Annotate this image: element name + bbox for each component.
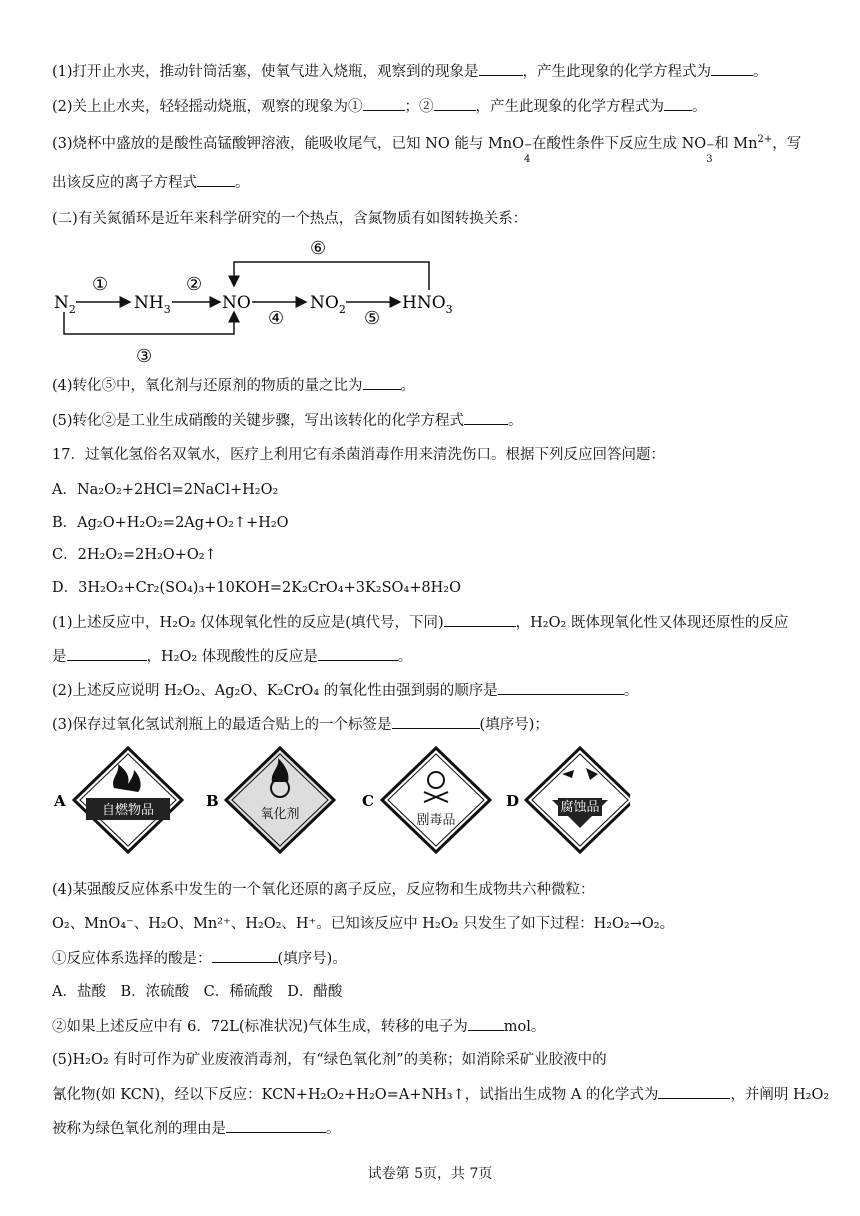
label-b-text: 氧化剂 <box>260 807 300 822</box>
text: (填序号)。 <box>277 951 347 967</box>
step-2-label: ② <box>186 274 203 295</box>
step-5-label: ⑤ <box>364 308 381 329</box>
label-d-text: 腐蚀品 <box>560 800 600 815</box>
hno3-node: $HNO_3$ <box>402 293 453 316</box>
text: ，H₂O₂ 既体现氧化性又体现还原性的反应 <box>515 615 789 631</box>
text: 。 <box>235 175 250 191</box>
q17-part5-line1: (5)H₂O₂ 有时可作为矿业废液消毒剂，有“绿色氧化剂”的美称；如消除采矿业胶液中的 <box>52 1052 607 1068</box>
no-node: NO <box>222 293 251 313</box>
label-c-text: 剧毒品 <box>416 813 456 828</box>
label-b-oxidizer <box>206 748 334 852</box>
answer-blank[interactable] <box>197 172 235 187</box>
step-3-label: ③ <box>136 346 153 367</box>
answer-blank[interactable] <box>212 948 278 963</box>
label-d-corrosive <box>506 748 630 852</box>
text: 。 <box>623 683 639 699</box>
text: (3)烧杯中盛放的是酸性高锰酸钾溶液，能吸收尾气，已知 NO 能与 MnO <box>52 136 525 152</box>
q17-intro: 17．过氧化氢俗名双氧水，医疗上利用它有杀菌消毒作用来清洗伤口。根据下列反应回答问题： <box>52 447 665 463</box>
text: ，产生此现象的化学方程式为 <box>475 99 665 115</box>
reaction-a: A．Na₂O₂+2HCl=2NaCl+H₂O₂ <box>52 482 279 498</box>
step-4-label: ④ <box>268 308 285 329</box>
label-a-letter: A <box>54 792 66 810</box>
text: ①反应体系选择的酸是： <box>52 951 212 967</box>
label-a-text: 自燃物品 <box>101 803 155 818</box>
reaction-b: B．Ag₂O+H₂O₂=2Ag+O₂↑+H₂O <box>52 515 289 531</box>
question-line-2 <box>52 96 820 117</box>
q17-part4-line4 <box>52 1016 820 1037</box>
answer-blank[interactable] <box>363 96 405 111</box>
answer-blank[interactable] <box>498 680 624 695</box>
text: mol。 <box>503 1019 546 1035</box>
text: (2)关上止水夹，轻轻摇动烧瓶，观察的现象为① <box>52 99 363 115</box>
q17-part5-line2 <box>52 1084 830 1105</box>
answer-blank[interactable] <box>711 61 753 76</box>
nitrogen-cycle-diagram <box>48 232 468 372</box>
q17-part4-line1: (4)某强酸反应体系中发生的一个氧化还原的离子反应，反应物和生成物共六种微粒： <box>52 882 595 898</box>
section-heading: (二)有关氮循环是近年来科学研究的一个热点，含氮物质有如图转换关系： <box>52 211 528 227</box>
answer-blank[interactable] <box>664 96 692 111</box>
answer-blank[interactable] <box>434 96 476 111</box>
text: 和 Mn <box>714 136 758 152</box>
label-b-letter: B <box>206 792 219 810</box>
label-a-flammable <box>53 748 182 852</box>
q17-part4-options: A．盐酸 B．浓硫酸 C．稀硫酸 D．醋酸 <box>52 984 343 1000</box>
reaction-d: D．3H₂O₂+Cr₂(SO₄)₃+10KOH=2K₂CrO₄+3K₂SO₄+8H₂O <box>52 580 461 596</box>
answer-blank[interactable] <box>444 612 516 627</box>
text: (5)转化②是工业生成硝酸的关键步骤，写出该转化的化学方程式 <box>52 413 465 429</box>
answer-blank[interactable] <box>226 1118 326 1133</box>
q17-part2 <box>52 680 820 701</box>
text: 。 <box>326 1121 341 1137</box>
text: (3)保存过氧化氢试剂瓶上的最适合贴上的一个标签是 <box>52 717 392 733</box>
step-1-label: ① <box>92 274 109 295</box>
text: 。 <box>753 64 768 80</box>
text: ，产生此现象的化学方程式为 <box>522 64 712 80</box>
text: (1)打开止水夹，推动针筒活塞，使氧气进入烧瓶，观察到的现象是 <box>52 64 479 80</box>
q17-part1-line1 <box>52 612 820 633</box>
text: 在酸性条件下反应生成 NO <box>532 136 707 152</box>
hazard-labels <box>50 744 630 860</box>
answer-blank[interactable] <box>468 1016 504 1031</box>
text: (4)转化⑤中，氧化剂与还原剂的物质的量之比为 <box>52 378 363 394</box>
answer-blank[interactable] <box>464 410 508 425</box>
nh3-node: $NH_3$ <box>134 293 171 316</box>
text: 被称为绿色氧化剂的理由是 <box>52 1121 226 1137</box>
no2-node: $NO_2$ <box>310 293 346 316</box>
question-line-3b <box>52 172 820 193</box>
question-line-3: (3)烧杯中盛放的是酸性高锰酸钾溶液，能吸收尾气，已知 NO 能与 MnO − 4 在酸性条件下反应生成 NO − 3 和 $Mn^{2+}$，写 <box>52 134 802 165</box>
n2-node: $N_2$ <box>54 293 76 316</box>
reaction-c: C．2H₂O₂=2H₂O+O₂↑ <box>52 547 217 563</box>
step-6-label: ⑥ <box>310 238 327 259</box>
text: (1)上述反应中，H₂O₂ 仅体现氧化性的反应是(填代号，下同) <box>52 615 444 631</box>
answer-blank[interactable] <box>363 375 401 390</box>
answer-blank[interactable] <box>392 714 480 729</box>
text: 。 <box>397 649 413 665</box>
arrow-6 <box>234 262 429 290</box>
q17-part3 <box>52 714 820 735</box>
q17-part4-line3 <box>52 948 820 969</box>
label-c-toxic <box>362 748 490 852</box>
q17-part1-line2 <box>52 646 820 667</box>
label-d-letter: D <box>506 792 520 810</box>
arrow-3 <box>64 312 234 334</box>
text: 出该反应的离子方程式 <box>52 175 197 191</box>
question-line-1 <box>52 61 820 82</box>
answer-blank[interactable] <box>67 646 147 661</box>
question-line-4 <box>52 375 820 396</box>
q17-part4-line2: O₂、MnO₄⁻、H₂O、Mn²⁺、H₂O₂、H⁺。已知该反应中 H₂O₂ 只发生了如下过程：H₂O₂→O₂。 <box>52 916 675 932</box>
text: (2)上述反应说明 H₂O₂、Ag₂O、K₂CrO₄ 的氧化性由强到弱的顺序是 <box>52 683 498 699</box>
text: ；② <box>404 99 434 115</box>
text: 氰化物(如 KCN)，经以下反应：KCN+H₂O₂+H₂O=A+NH₃↑，试指出生成物 A 的化学式为 <box>52 1087 659 1103</box>
answer-blank[interactable] <box>658 1084 730 1099</box>
answer-blank[interactable] <box>479 61 523 76</box>
label-c-letter: C <box>362 792 374 810</box>
text: 。 <box>692 99 707 115</box>
page-footer: 试卷第 5页，共 7页 <box>367 1166 493 1182</box>
text: 是 <box>52 649 67 665</box>
text: ，H₂O₂ 体现酸性的反应是 <box>146 649 318 665</box>
text: (填序号)； <box>479 717 549 733</box>
text: ，并阐明 H₂O₂ <box>730 1087 830 1103</box>
text: 。 <box>508 413 523 429</box>
question-line-5 <box>52 410 820 431</box>
answer-blank[interactable] <box>318 646 398 661</box>
q17-part5-line3 <box>52 1118 820 1139</box>
text: ，写 <box>772 136 802 152</box>
text: ②如果上述反应中有 6．72L(标准状况)气体生成，转移的电子为 <box>52 1019 468 1035</box>
text: 。 <box>400 378 416 394</box>
